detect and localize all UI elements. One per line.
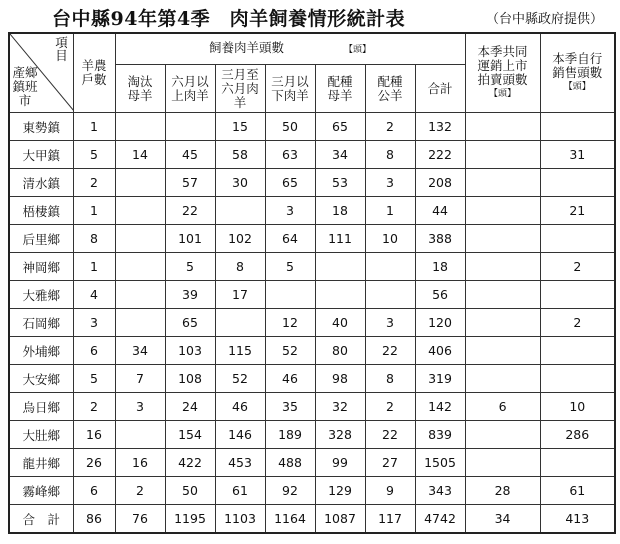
header-group-label: 飼養肉羊頭數: [209, 40, 285, 55]
cell-self: [540, 169, 615, 197]
cell-under3: 3: [265, 197, 315, 225]
cell-rams: [365, 253, 415, 281]
cell-rams: 2: [365, 113, 415, 141]
cell-rams: 8: [365, 365, 415, 393]
cell-m3to6: 17: [215, 281, 265, 309]
cell-self: [540, 113, 615, 141]
table-row: [9, 113, 615, 141]
header-self: 本季自行銷售頭數 【頭】: [540, 33, 615, 113]
table-row: [9, 281, 615, 309]
cell-ewes: 80: [315, 337, 365, 365]
cell-under3: [265, 281, 315, 309]
cell-coop: [465, 421, 540, 449]
cell-ewes: 40: [315, 309, 365, 337]
corner-item-label: 項目: [55, 35, 68, 63]
cell-total: 388: [415, 225, 465, 253]
cell-coop: 28: [465, 477, 540, 505]
statistics-table: [8, 32, 616, 534]
cell-over6: 57: [165, 169, 215, 197]
cell-rams: [365, 281, 415, 309]
cell-over6: 422: [165, 449, 215, 477]
table-row: [9, 449, 615, 477]
cell-name: 東勢鎮: [9, 113, 73, 141]
header-over6: 六月以上肉羊: [165, 65, 215, 113]
cell-total: 44: [415, 197, 465, 225]
cell-ewes: 129: [315, 477, 365, 505]
cell-farmers: 4: [73, 281, 115, 309]
table-row: [9, 337, 615, 365]
cell-farmers: 5: [73, 141, 115, 169]
cell-cull: [115, 225, 165, 253]
cell-farmers: 1: [73, 197, 115, 225]
page-title: 台中縣94年第4季 肉羊飼養情形統計表: [52, 8, 406, 30]
header-self-unit: 【頭】: [563, 82, 591, 92]
cell-total: 343: [415, 477, 465, 505]
cell-self: [540, 365, 615, 393]
cell-coop: [465, 225, 540, 253]
cell-name: 石岡鄉: [9, 309, 73, 337]
cell-over6: 154: [165, 421, 215, 449]
cell-ewes: 99: [315, 449, 365, 477]
cell-total: 406: [415, 337, 465, 365]
cell-cull: [115, 169, 165, 197]
cell-rams: 1: [365, 197, 415, 225]
cell-m3to6: 453: [215, 449, 265, 477]
cell-name: 后里鄉: [9, 225, 73, 253]
cell-name: 烏日鄉: [9, 393, 73, 421]
cell-m3to6: 15: [215, 113, 265, 141]
cell-coop: [465, 449, 540, 477]
header-coop-unit: 【頭】: [489, 89, 517, 99]
cell-m3to6: 52: [215, 365, 265, 393]
cell-m3to6: 8: [215, 253, 265, 281]
cell-cull: [115, 281, 165, 309]
cell-coop: [465, 365, 540, 393]
header-coop: 本季共同運銷上市拍賣頭數 【頭】: [465, 33, 540, 113]
cell-over6: 65: [165, 309, 215, 337]
cell-total: 142: [415, 393, 465, 421]
cell-rams: 2: [365, 393, 415, 421]
cell-ewes: 32: [315, 393, 365, 421]
cell-m3to6: 115: [215, 337, 265, 365]
cell-under3: 488: [265, 449, 315, 477]
cell-coop: [465, 197, 540, 225]
cell-self: 31: [540, 141, 615, 169]
cell-ewes: 53: [315, 169, 365, 197]
cell-cull: 3: [115, 393, 165, 421]
cell-under3: 35: [265, 393, 315, 421]
cell-over6: 24: [165, 393, 215, 421]
cell-name: 大安鄉: [9, 365, 73, 393]
cell-ewes: 328: [315, 421, 365, 449]
cell-farmers: 5: [73, 365, 115, 393]
cell-coop: [465, 309, 540, 337]
cell-over6: 22: [165, 197, 215, 225]
cell-m3to6: 46: [215, 393, 265, 421]
cell-cull: [115, 113, 165, 141]
cell-ewes: 18: [315, 197, 365, 225]
cell-total: 120: [415, 309, 465, 337]
header-rams: 配種公羊: [365, 65, 415, 113]
cell-rams: 117: [365, 505, 415, 534]
cell-rams: 22: [365, 421, 415, 449]
table-row: [9, 253, 615, 281]
cell-cull: 7: [115, 365, 165, 393]
table-row: [9, 421, 615, 449]
cell-rams: 3: [365, 169, 415, 197]
table-row: [9, 365, 615, 393]
cell-farmers: 2: [73, 169, 115, 197]
cell-self: 21: [540, 197, 615, 225]
cell-cull: 34: [115, 337, 165, 365]
cell-total: 132: [415, 113, 465, 141]
cell-total: 18: [415, 253, 465, 281]
header-group-unit: 【頭】: [344, 45, 372, 55]
cell-farmers: 26: [73, 449, 115, 477]
cell-total: 839: [415, 421, 465, 449]
cell-self: [540, 225, 615, 253]
cell-over6: 39: [165, 281, 215, 309]
cell-cull: 2: [115, 477, 165, 505]
cell-farmers: 86: [73, 505, 115, 534]
cell-cull: 14: [115, 141, 165, 169]
table-row: [9, 225, 615, 253]
cell-under3: 1164: [265, 505, 315, 534]
cell-name: 龍井鄉: [9, 449, 73, 477]
table-row: [9, 309, 615, 337]
header-under3: 三月以下肉羊: [265, 65, 315, 113]
cell-name: 大肚鄉: [9, 421, 73, 449]
cell-coop: 6: [465, 393, 540, 421]
cell-rams: 10: [365, 225, 415, 253]
cell-name: 外埔鄉: [9, 337, 73, 365]
cell-coop: [465, 169, 540, 197]
cell-self: [540, 281, 615, 309]
cell-self: [540, 449, 615, 477]
cell-self: 286: [540, 421, 615, 449]
header-cull: 淘汰母羊: [115, 65, 165, 113]
cell-coop: [465, 141, 540, 169]
table-row: [9, 169, 615, 197]
header-ewes: 配種母羊: [315, 65, 365, 113]
cell-self: 61: [540, 477, 615, 505]
cell-rams: 3: [365, 309, 415, 337]
cell-total: 56: [415, 281, 465, 309]
cell-over6: 103: [165, 337, 215, 365]
corner-header-cell: [9, 33, 73, 113]
cell-under3: 52: [265, 337, 315, 365]
cell-m3to6: 61: [215, 477, 265, 505]
total-row: [9, 505, 615, 534]
cell-farmers: 2: [73, 393, 115, 421]
cell-over6: 45: [165, 141, 215, 169]
cell-name: 梧棲鎮: [9, 197, 73, 225]
cell-total: 222: [415, 141, 465, 169]
cell-coop: [465, 281, 540, 309]
cell-ewes: 1087: [315, 505, 365, 534]
cell-ewes: 98: [315, 365, 365, 393]
cell-under3: 64: [265, 225, 315, 253]
cell-rams: 8: [365, 141, 415, 169]
cell-coop: [465, 113, 540, 141]
header-group: [115, 33, 465, 65]
cell-rams: 27: [365, 449, 415, 477]
cell-farmers: 6: [73, 337, 115, 365]
cell-m3to6: 102: [215, 225, 265, 253]
header-3to6: 三月至六月肉羊: [215, 65, 265, 113]
cell-m3to6: [215, 197, 265, 225]
header-total: 合計: [415, 65, 465, 113]
cell-name: 合 計: [9, 505, 73, 534]
cell-over6: 1195: [165, 505, 215, 534]
cell-name: 大雅鄉: [9, 281, 73, 309]
cell-total: 208: [415, 169, 465, 197]
cell-rams: 22: [365, 337, 415, 365]
cell-name: 大甲鎮: [9, 141, 73, 169]
cell-ewes: 65: [315, 113, 365, 141]
cell-total: 319: [415, 365, 465, 393]
cell-coop: [465, 337, 540, 365]
cell-self: 2: [540, 253, 615, 281]
cell-m3to6: 146: [215, 421, 265, 449]
cell-self: 10: [540, 393, 615, 421]
cell-coop: 34: [465, 505, 540, 534]
cell-ewes: [315, 253, 365, 281]
cell-farmers: 3: [73, 309, 115, 337]
cell-over6: [165, 113, 215, 141]
source-note: （台中縣政府提供）: [486, 12, 604, 27]
corner-region-label: 產鄉鎮班市: [12, 65, 38, 108]
cell-under3: 63: [265, 141, 315, 169]
table-row: [9, 197, 615, 225]
cell-farmers: 16: [73, 421, 115, 449]
cell-self: 2: [540, 309, 615, 337]
cell-m3to6: [215, 309, 265, 337]
cell-name: 清水鎮: [9, 169, 73, 197]
cell-farmers: 8: [73, 225, 115, 253]
cell-under3: 12: [265, 309, 315, 337]
cell-farmers: 6: [73, 477, 115, 505]
table-row: [9, 393, 615, 421]
cell-total: 4742: [415, 505, 465, 534]
cell-total: 1505: [415, 449, 465, 477]
cell-over6: 5: [165, 253, 215, 281]
cell-m3to6: 58: [215, 141, 265, 169]
cell-under3: 65: [265, 169, 315, 197]
cell-coop: [465, 253, 540, 281]
cell-cull: [115, 421, 165, 449]
cell-cull: [115, 309, 165, 337]
cell-self: 413: [540, 505, 615, 534]
cell-under3: 46: [265, 365, 315, 393]
cell-over6: 50: [165, 477, 215, 505]
cell-cull: 16: [115, 449, 165, 477]
cell-over6: 108: [165, 365, 215, 393]
cell-cull: 76: [115, 505, 165, 534]
cell-name: 神岡鄉: [9, 253, 73, 281]
cell-under3: 50: [265, 113, 315, 141]
cell-self: [540, 337, 615, 365]
cell-cull: [115, 197, 165, 225]
cell-m3to6: 30: [215, 169, 265, 197]
cell-under3: 92: [265, 477, 315, 505]
cell-under3: 5: [265, 253, 315, 281]
cell-farmers: 1: [73, 253, 115, 281]
header-farmers: 羊農戶數: [73, 33, 115, 113]
cell-ewes: [315, 281, 365, 309]
cell-cull: [115, 253, 165, 281]
cell-under3: 189: [265, 421, 315, 449]
cell-name: 霧峰鄉: [9, 477, 73, 505]
cell-rams: 9: [365, 477, 415, 505]
cell-ewes: 111: [315, 225, 365, 253]
cell-ewes: 34: [315, 141, 365, 169]
table-row: [9, 141, 615, 169]
cell-farmers: 1: [73, 113, 115, 141]
cell-m3to6: 1103: [215, 505, 265, 534]
table-row: [9, 477, 615, 505]
cell-over6: 101: [165, 225, 215, 253]
